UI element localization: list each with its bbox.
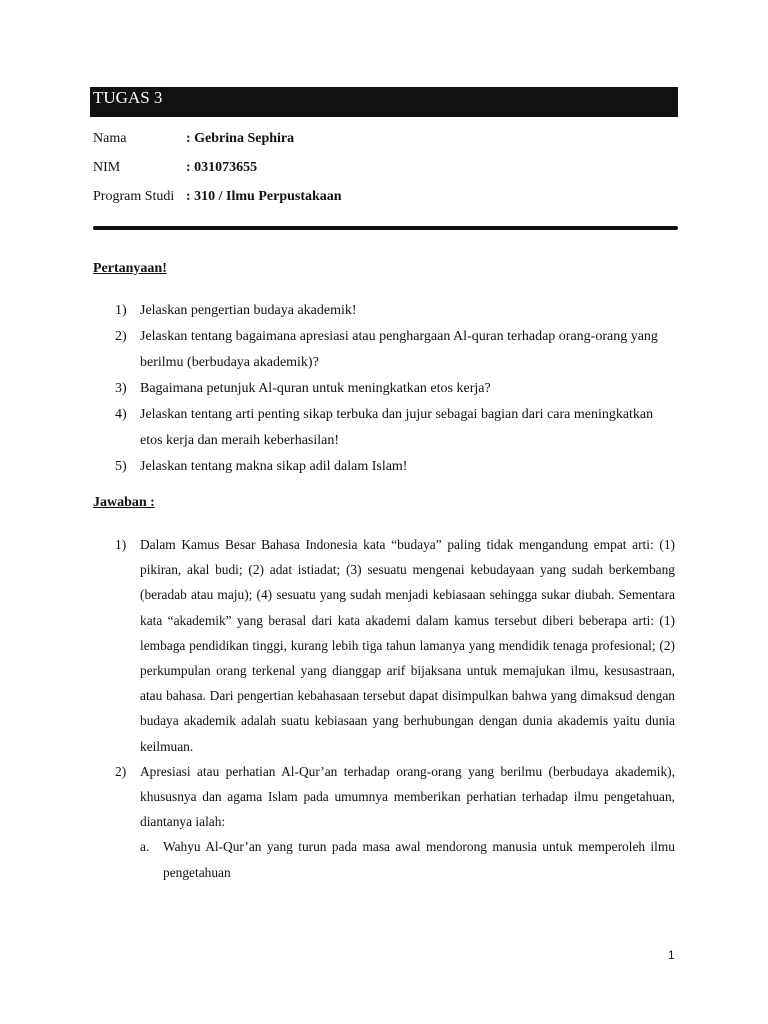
sub-list-item: [140, 834, 675, 884]
sub-list-item-text: Wahyu Al-Qur’an yang turun pada masa awal mendorong manusia untuk memperoleh ilmu pengetahuan: [163, 839, 675, 880]
list-item: [93, 759, 675, 885]
questions-list: [93, 298, 678, 480]
document-title-bar: [90, 87, 678, 117]
identity-row-program: [93, 188, 342, 206]
questions-heading: Pertanyaan!: [93, 261, 167, 276]
answers-list: [93, 532, 675, 885]
list-item: [93, 298, 678, 324]
identity-value: : 031073655: [186, 160, 258, 175]
list-item-text: Jelaskan tentang arti penting sikap terbuka dan jujur sebagai bagian dari cara meningkatkan etos kerja dan meraih keberhasilan!: [140, 407, 654, 448]
page-number: 1: [668, 948, 675, 962]
list-item-number: 2): [115, 763, 127, 779]
identity-label: Nama: [93, 131, 127, 146]
identity-label: Program Studi: [93, 189, 175, 204]
list-item: [93, 324, 678, 376]
list-item-text: Jelaskan tentang makna sikap adil dalam Islam!: [140, 459, 408, 474]
sub-list-item-letter: a.: [140, 839, 150, 855]
document-title: TUGAS 3: [93, 88, 163, 107]
identity-row-name: [93, 130, 294, 148]
answers-heading: Jawaban :: [93, 495, 155, 510]
header-divider: [93, 226, 678, 230]
list-item-text: Jelaskan pengertian budaya akademik!: [140, 303, 357, 318]
list-item: [93, 532, 675, 759]
list-item-number: 1): [115, 303, 127, 318]
list-item: [93, 402, 678, 454]
list-item-text: Apresiasi atau perhatian Al-Qur’an terhadap orang-orang yang berilmu (berbudaya akademik), khususnya dan agama Islam pada umumnya memberikan perhatian terhadap ilmu pengetahuan, diantanya ialah:: [140, 763, 675, 830]
list-item: [93, 454, 678, 480]
list-item-number: 1): [115, 537, 127, 552]
list-item-number: 3): [115, 381, 127, 396]
list-item-text: Bagaimana petunjuk Al-quran untuk meningkatkan etos kerja?: [140, 381, 491, 396]
list-item-text: Jelaskan tentang bagaimana apresiasi atau penghargaan Al-quran terhadap orang-orang yang berilmu (berbudaya akademik)?: [140, 329, 658, 370]
list-item-number: 2): [115, 329, 127, 344]
list-item-number: 5): [115, 459, 127, 474]
list-item-text: Dalam Kamus Besar Bahasa Indonesia kata “budaya” paling tidak mengandung empat arti: (1) pikiran, akal budi; (2) adat istiadat; (3) sesuatu mengenai kebudayaan yang sudah berkembang (beradab atau maju); (4) sesuatu yang sudah menjadi kebiasaan sehingga sukar diubah. Sementara kata “akademik” yang berasal dari kata akademi dalam kamus tersebut diberi beberapa arti: (1) lembaga pendidikan tinggi, kurang lebih tiga tahun lamanya yang mendidik tenaga profesional; (2) perkumpulan orang terkenal yang dianggap arif bijaksana untuk memajukan ilmu, kesusastraan, atau bahasa. Dari pengertian kebahasaan tersebut dapat disimpulkan bahwa yang dimaksud dengan budaya akademik adalah suatu kebiasaan yang berhubungan dengan dunia akademis yaitu dunia keilmuan.: [140, 537, 675, 754]
identity-label: NIM: [93, 160, 121, 175]
identity-value: : Gebrina Sephira: [186, 131, 295, 146]
list-item-number: 4): [115, 407, 127, 422]
identity-row-nim: [93, 159, 257, 177]
list-item: [93, 376, 678, 402]
identity-value: : 310 / Ilmu Perpustakaan: [186, 189, 342, 204]
